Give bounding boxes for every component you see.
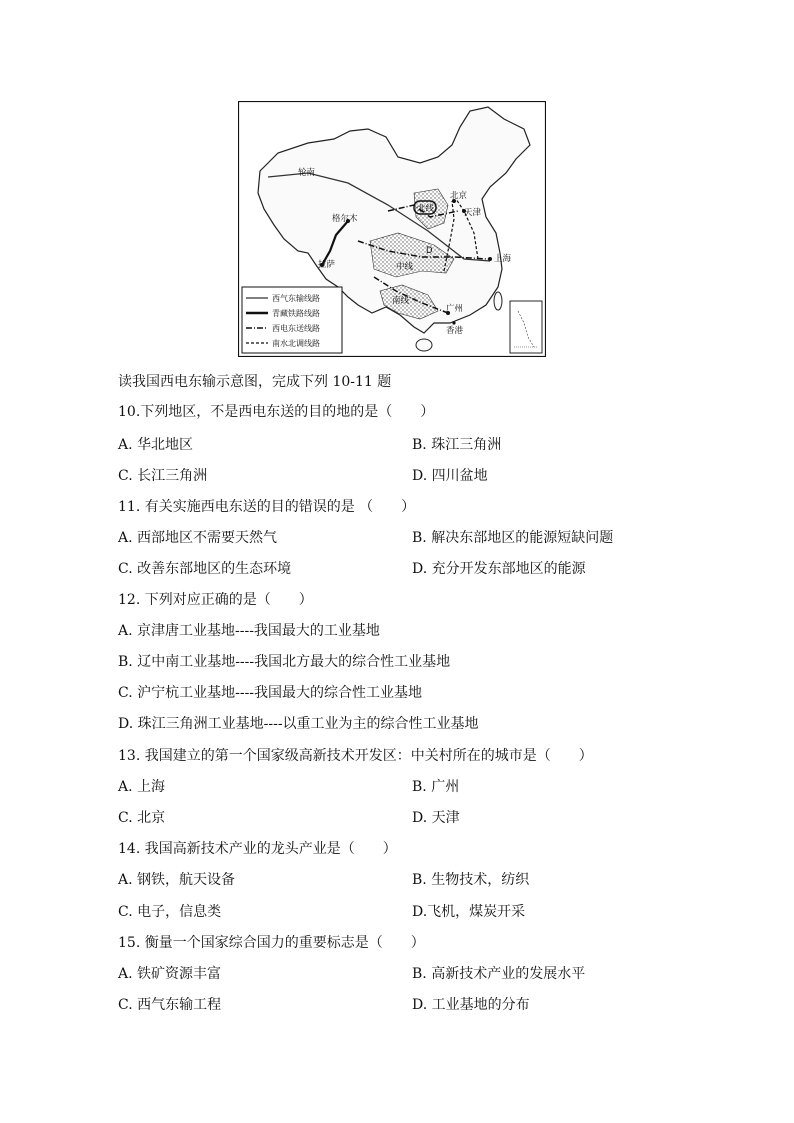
- question-11-option-a[interactable]: A. 西部地区不需要天然气: [118, 530, 278, 546]
- legend-label-gas: 西气东输线路: [272, 294, 320, 303]
- city-dot-shanghai: [488, 257, 492, 261]
- label-beixian: 北线: [417, 204, 435, 214]
- question-12-option-a[interactable]: A. 京津唐工业基地----我国最大的工业基地: [118, 623, 380, 639]
- hainan-island: [416, 339, 432, 351]
- map-legend: [242, 287, 342, 353]
- label-beijing: 北京: [450, 191, 468, 201]
- question-10-option-a[interactable]: A. 华北地区: [118, 437, 194, 453]
- question-10-stem: 10.下列地区，不是西电东送的目的地的是（ ）: [118, 404, 435, 420]
- question-12-stem: 12. 下列对应正确的是（ ）: [118, 592, 313, 608]
- question-13-option-c[interactable]: C. 北京: [118, 810, 166, 826]
- label-golmud: 格尔木: [332, 214, 358, 224]
- question-15-option-a[interactable]: A. 铁矿资源丰富: [118, 966, 222, 982]
- question-14-stem: 14. 我国高新技术产业的龙头产业是（ ）: [118, 841, 397, 857]
- question-11-option-c[interactable]: C. 改善东部地区的生态环境: [118, 561, 292, 577]
- question-15-stem: 15. 衡量一个国家综合国力的重要标志是（ ）: [118, 935, 425, 951]
- question-14-option-b[interactable]: B. 生物技术，纺织: [412, 872, 530, 888]
- question-15-option-c[interactable]: C. 西气东输工程: [118, 997, 222, 1013]
- question-14-option-d[interactable]: D.飞机，煤炭开采: [412, 904, 526, 920]
- label-guangzhou: 广州: [446, 304, 464, 314]
- label-shanghai: 上海: [494, 254, 512, 264]
- taiwan-island: [494, 292, 502, 310]
- question-15-option-b[interactable]: B. 高新技术产业的发展水平: [412, 966, 586, 982]
- question-12-option-c[interactable]: C. 沪宁杭工业基地----我国最大的综合性工业基地: [118, 685, 423, 701]
- question-13-option-a[interactable]: A. 上海: [118, 779, 166, 795]
- map-intro-text: 读我国西电东输示意图，完成下列 10-11 题: [118, 374, 392, 390]
- label-tianjin: 天津: [464, 208, 482, 218]
- label-hongkong: 香港: [446, 326, 464, 336]
- question-12-option-d[interactable]: D. 珠江三角洲工业基地----以重工业为主的综合性工业基地: [118, 716, 479, 732]
- question-10-option-c[interactable]: C. 长江三角洲: [118, 468, 208, 484]
- question-13-stem: 13. 我国建立的第一个国家级高新技术开发区：中关村所在的城市是（ ）: [118, 748, 593, 764]
- south-china-sea-inset: [510, 301, 542, 353]
- legend-label-water: 南水北调线路: [272, 339, 320, 348]
- label-d-marker: D: [426, 246, 433, 256]
- question-13-option-b[interactable]: B. 广州: [412, 779, 460, 795]
- question-15-option-d[interactable]: D. 工业基地的分布: [412, 997, 530, 1013]
- question-11-option-b[interactable]: B. 解决东部地区的能源短缺问题: [412, 530, 614, 546]
- question-11-stem: 11. 有关实施西电东送的目的错误的是 （ ）: [118, 499, 416, 515]
- city-dot-hongkong: [452, 321, 455, 324]
- china-map-figure: [238, 101, 546, 357]
- question-10-option-b[interactable]: B. 珠江三角洲: [412, 437, 502, 453]
- question-14-option-c[interactable]: C. 电子，信息类: [118, 904, 222, 920]
- label-zhongxian: 中线: [396, 262, 414, 272]
- question-12-option-b[interactable]: B. 辽中南工业基地----我国北方最大的综合性工业基地: [118, 654, 451, 670]
- label-lunnan: 轮南: [298, 168, 316, 178]
- question-10-option-d[interactable]: D. 四川盆地: [412, 468, 488, 484]
- question-11-option-d[interactable]: D. 充分开发东部地区的能源: [412, 561, 586, 577]
- china-map: [238, 101, 546, 357]
- label-lhasa: 拉萨: [318, 260, 336, 270]
- question-13-option-d[interactable]: D. 天津: [412, 810, 460, 826]
- legend-label-power: 西电东送线路: [272, 324, 320, 333]
- label-nanxian: 南线: [392, 296, 410, 306]
- question-14-option-a[interactable]: A. 钢铁，航天设备: [118, 872, 236, 888]
- legend-label-railway: 青藏铁路线路: [272, 309, 320, 318]
